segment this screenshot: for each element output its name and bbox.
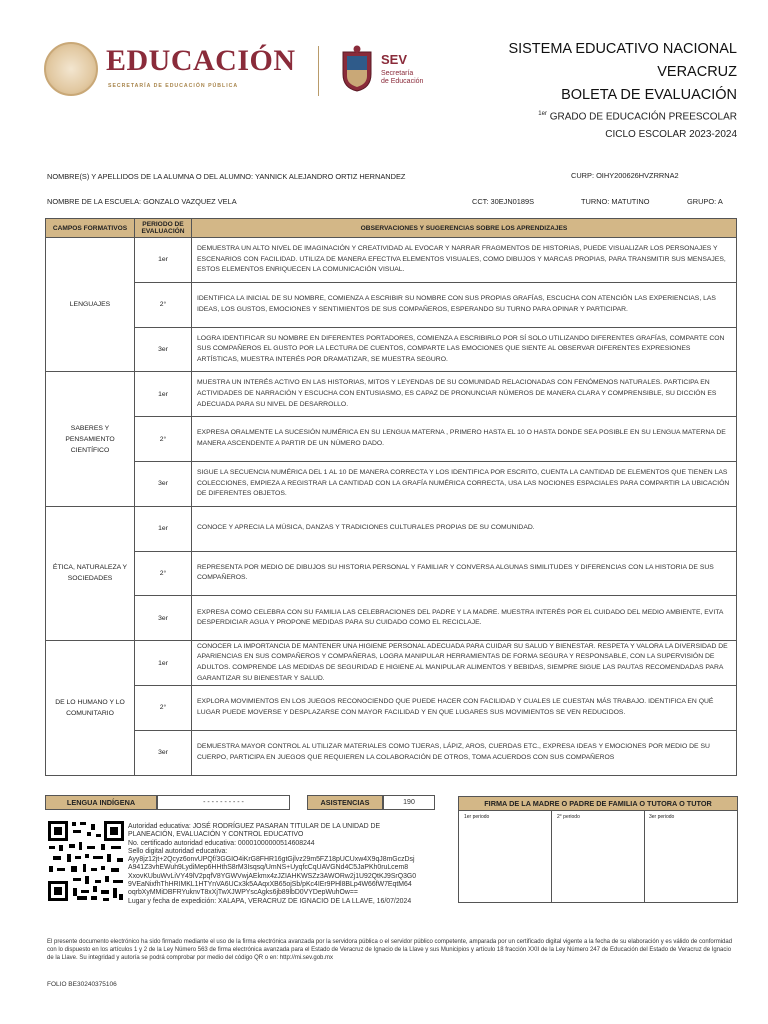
authority-line: Autoridad educativa: JOSÉ RODRÍGUEZ PASARAN TITULAR DE LA UNIDAD DE (128, 823, 381, 830)
authority-block (128, 823, 456, 906)
cct-row (472, 197, 534, 206)
signature-box (458, 810, 738, 903)
group-row (687, 197, 723, 206)
observation-cell: EXPRESA ORALMENTE LA SUCESIÓN NUMÉRICA EN SU LENGUA MATERNA , PRIMERO HASTA EL 10 O HASTA DONDE SEA POSIBLE EN SU LENGUA MATERNA DE MANERA ASCENDENTE A PARTIR DE UN NÚMERO DADO. (192, 417, 737, 462)
period-cell: 2° (135, 551, 192, 596)
col-header-period: PERIODO DE EVALUACIÓN (135, 219, 192, 238)
authority-line: oqrbXyMMiDBFRYuknvT8xXjTwXJWPYscAgks6jb89lbD0VYDepWuhOw== (128, 889, 358, 897)
observation-cell: DEMUESTRA UN ALTO NIVEL DE IMAGINACIÓN Y CREATIVIDAD AL EVOCAR Y NARRAR FRAGMENTOS DE HISTORIAS, PUEDE VISUALIZAR LOS PERSONAJES Y ESCENARIOS CON FACILIDAD. UTILIZA DE MANERA EFECTIVA ELEMENTOS VISUALES, COMO DIBUJOS Y MARCAS PROPIAS, PARA TRANSMITIR SUS MENSAJES, ESTOS ELEMENTOS ENRIQUECEN LA COMUNICACIÓN VISUAL. (192, 238, 737, 283)
shift-label: TURNO: (581, 197, 610, 206)
period-cell: 1er (135, 372, 192, 417)
title-report-card: BOLETA DE EVALUACIÓN (561, 87, 737, 103)
curp-value: OIHY200626HVZRRNA2 (596, 171, 679, 180)
col-header-observations: OBSERVACIONES Y SUGERENCIAS SOBRE LOS APRENDIZAJES (192, 219, 737, 238)
observation-cell: EXPRESA COMO CELEBRA CON SU FAMILIA LAS CELEBRACIONES DEL PADRE Y LA MADRE. MUESTRA INTERÉS POR EL CUIDADO DEL MEDIO AMBIENTE, EVITA DESPERDICIAR AGUA Y PROPONE MEDIDAS PARA SU CUIDADO COMO EL RECICLAJE. (192, 596, 737, 641)
period-cell: 2° (135, 685, 192, 730)
school-cycle: CICLO ESCOLAR 2023-2024 (605, 129, 737, 140)
table-row (46, 327, 737, 372)
area-cell: ÉTICA, NATURALEZA Y SOCIEDADES (46, 506, 135, 640)
signature-title: FIRMA DE LA MADRE O PADRE DE FAMILIA O TUTORA O TUTOR (458, 796, 738, 811)
evaluation-table (45, 218, 737, 776)
signature-period-3: 3er periodo (649, 814, 675, 820)
group-label: GRUPO: (687, 197, 717, 206)
curp-label: CURP: (571, 171, 594, 180)
observation-cell: LOGRA IDENTIFICAR SU NOMBRE EN DIFERENTES PORTADORES, COMIENZA A ESCRIBIRLO POR SÍ SOLO UTILIZANDO DIFERENTES GRAFÍAS, COMPARTE CON SUS COMPAÑEROS EL GUSTO POR LA LECTURA DE CUENTOS, COMPARTE LAS EMOCIONES QUE SIENTE AL OBSERVAR DIFERENTES EXPRESIONES ARTÍSTICAS, MUESTRA INTERÉS POR DRAMATIZAR, SE MUESTRA SEGURO. (192, 327, 737, 372)
shift-row (581, 197, 649, 206)
table-row (46, 551, 737, 596)
school-name: GONZALO VAZQUEZ VELA (143, 197, 237, 206)
period-cell: 2° (135, 282, 192, 327)
signature-divider (644, 811, 645, 902)
signature-period-2: 2° periodo (557, 814, 580, 820)
sev-logo: SEV (381, 52, 408, 67)
table-row (46, 685, 737, 730)
area-cell: SABERES Y PENSAMIENTO CIENTÍFICO (46, 372, 135, 506)
observation-cell: IDENTIFICA LA INICIAL DE SU NOMBRE, COMIENZA A ESCRIBIR SU NOMBRE CON SUS PROPIAS GRAFÍAS, ESCUCHA CON ATENCIÓN LAS EXPERIENCIAS, LAS IDEAS, LOS GUSTOS, EMOCIONES Y SENTIMIENTOS DE SUS COMPAÑEROS, ESPERANDO SU TURNO PARA OPINAR Y PARTICIPAR. (192, 282, 737, 327)
signature-divider (551, 811, 552, 902)
table-row (46, 282, 737, 327)
sev-logo-subtitle-1: Secretaría (381, 70, 414, 77)
grade-sup: 1er (538, 111, 547, 117)
observation-cell: REPRESENTA POR MEDIO DE DIBUJOS SU HISTORIA PERSONAL Y FAMILIAR Y CONVERSA ALGUNAS SIMILITUDES Y DIFERENCIAS CON LA HISTORIA DE SUS COMPAÑEROS. (192, 551, 737, 596)
period-cell: 2° (135, 417, 192, 462)
authority-line: PLANEACIÓN, EVALUACIÓN Y CONTROL EDUCATIVO (128, 831, 304, 839)
table-row (46, 417, 737, 462)
authority-line: Ayy8jz12jt+2Qcyz6onvUPQf/3GGIO4iKrG8FHR16gtGjlvz29m5FZ18pUCUxw4X9qJ8mGczDsj (128, 856, 415, 864)
school-name-row (47, 197, 237, 206)
legal-notice: El presente documento electrónico ha sido firmado mediante el uso de la firma electrónica avanzada por la servidora pública o el servidor público competente, amparada por un certificado digital vigente a la fecha de su elaboración y es válido de conformidad con lo dispuesto en los artículos 1 y 2 de la Ley Número 563 de firma electrónica avanzada para el Estado de Veracruz de Ignacio de la Llave y sus Municipios y artículo 18 fracción XXII de la Ley Número 247 de Educación del Estado de Veracruz de Ignacio de la Llave. Su integridad y autoría se podrá comprobar por medio del código QR o en: http://mi.sev.gob.mx (47, 939, 733, 961)
table-row (46, 238, 737, 283)
period-cell: 3er (135, 461, 192, 506)
period-cell: 1er (135, 506, 192, 551)
authority-line: No. certificado autoridad educativa: 00001000000514608244 (128, 839, 315, 847)
signature-period-1: 1er periodo (464, 814, 490, 820)
school-label: NOMBRE DE LA ESCUELA: (47, 197, 142, 206)
authority-line: Lugar y fecha de expedición: XALAPA, VERACRUZ DE IGNACIO DE LA LLAVE, 16/07/2024 (128, 897, 412, 905)
authority-line: XxovKUbuWvLiVY49lV2pqfV8YGWVwjAEkmx4zJZIAHKWSZz3AWORw2j1U92QtKJ9SrQ3G0 (128, 872, 417, 880)
folio: FOLIO BE30240375106 (47, 981, 117, 988)
sep-logo-subtitle: SECRETARÍA DE EDUCACIÓN PÚBLICA (108, 83, 239, 89)
authority-line: A941Z3vhEWuh9LydiMep6HHthS8rM3Isqsq/UmNS+UyqfcCqUAVGNd4C5JaPKh0ruLcem8 (128, 864, 409, 872)
student-name: YANNICK ALEJANDRO ORTIZ HERNANDEZ (254, 172, 406, 181)
table-row (46, 461, 737, 506)
educacion-logo: EDUCACIÓN (106, 44, 296, 77)
observation-cell: EXPLORA MOVIMIENTOS EN LOS JUEGOS RECONOCIENDO QUE PUEDE HACER CON FACILIDAD Y CUALES LE CUESTAN MÁS TRABAJO. IDENTIFICA EN QUÉ LUGAR PUEDE MOVERSE Y DESPLAZARSE CON MAYOR FACILIDAD Y EN QUE LUGARES SUS MOVIMIENTOS SE VEN REDUCIDOS. (192, 685, 737, 730)
grade-text: GRADO DE EDUCACIÓN PREESCOLAR (549, 111, 737, 123)
attendance-label: ASISTENCIAS (307, 795, 383, 810)
period-cell: 1er (135, 641, 192, 686)
logo-divider (318, 46, 319, 96)
area-cell: LENGUAJES (46, 238, 135, 372)
period-cell: 1er (135, 238, 192, 283)
indigenous-language-value: - - - - - - - - - - (157, 795, 290, 810)
area-cell: DE LO HUMANO Y LO COMUNITARIO (46, 641, 135, 775)
group-value: A (717, 197, 723, 206)
indigenous-language-label: LENGUA INDÍGENA (45, 795, 157, 810)
cct-value: 30EJN0189S (490, 197, 535, 206)
col-header-area: CAMPOS FORMATIVOS (46, 219, 135, 238)
observation-cell: MUESTRA UN INTERÉS ACTIVO EN LAS HISTORIAS, MITOS Y LEYENDAS DE SU COMUNIDAD RELACIONADAS CON FENÓMENOS NATURALES. PARTICIPA EN ACTIVIDADES DE NARRACIÓN Y ESCUCHA CON ENTUSIASMO, ES CAPAZ DE PRONUNCIAR NÚMEROS DE MANERA CLARA Y COMPRENSIBLE, SU DICCIÓN ES ADECUADA PARA SU NIVEL DE DESARROLLO. (192, 372, 737, 417)
student-name-row (47, 172, 405, 181)
title-system: SISTEMA EDUCATIVO NACIONAL (508, 41, 737, 57)
grade-line (357, 111, 737, 122)
observation-cell: CONOCER LA IMPORTANCIA DE MANTENER UNA HIGIENE PERSONAL ADECUADA PARA CUIDAR SU SALUD Y BIENESTAR. RESPETA Y VALORA LA DIVERSIDAD DE APARIENCIAS EN SUS COMPAÑEROS Y COMPAÑERAS, LOGRA MANIPULAR HERRAMIENTAS DE FORMA SEGURA Y RESPONSABLE, CON LA SUPERVISIÓN DE ADULTOS. COMPRENDE LAS MEDIDAS DE SEGURIDAD E HIGIENE AL MANIPULAR ALIMENTOS Y BEBIDAS, SIEMPRE SIGUE LAS PAUTAS RECOMENDADAS PARA GARANTIZAR SU BIENESTAR Y SALUD. (192, 641, 737, 686)
cct-label: CCT: (472, 197, 489, 206)
qr-code-icon (47, 820, 125, 902)
table-row (46, 506, 737, 551)
observation-cell: CONOCE Y APRECIA LA MÚSICA, DANZAS Y TRADICIONES CULTURALES PROPIAS DE SU COMUNIDAD. (192, 506, 737, 551)
observation-cell: DEMUESTRA MAYOR CONTROL AL UTILIZAR MATERIALES COMO TIJERAS, LÁPIZ, AROS, CUERDAS ETC., EXPRESA IDEAS Y EMOCIONES POR MEDIO DE SU CUERPO, PARTICIPA EN JUEGOS QUE REQUIEREN LA COLABORACIÓN DE OTROS, TOMA ACUERDOS CON SUS COMPAÑEROS (192, 730, 737, 775)
attendance-value: 190 (383, 795, 435, 810)
table-row (46, 641, 737, 686)
title-state: VERACRUZ (657, 64, 737, 80)
authority-line: Sello digital autoridad educativa: (128, 847, 228, 855)
curp-row (571, 171, 679, 180)
student-name-label: NOMBRE(S) Y APELLIDOS DE LA ALUMNA O DEL ALUMNO: (47, 172, 254, 181)
national-seal-icon (44, 42, 98, 96)
table-row (46, 596, 737, 641)
table-row (46, 372, 737, 417)
shift-value: MATUTINO (611, 197, 650, 206)
period-cell: 3er (135, 596, 192, 641)
observation-cell: SIGUE LA SECUENCIA NUMÉRICA DEL 1 AL 10 DE MANERA CORRECTA Y LOS IDENTIFICA POR ESCRITO, CUENTA LA CANTIDAD DE ELEMENTOS QUE TIENEN LAS COLECCIONES, EMPIEZA A REGISTRAR LA CANTIDAD CON LA GRAFÍA NUMÉRICA CORRECTA, USA LAS NOCIONES ESPACIALES PARA COMPARTIR LA UBICACIÓN DE DIFERENTES OBJETOS. (192, 461, 737, 506)
period-cell: 3er (135, 730, 192, 775)
authority-line: 9VEaNixfhThHRIMKL1HTYnVA6UCx3k5AAqxXB65ojSb/pKc4IEr9PHl8BLp4W66fW7EqtM64 (128, 881, 412, 889)
sev-logo-subtitle-2: de Educación (381, 78, 424, 85)
period-cell: 3er (135, 327, 192, 372)
table-row (46, 730, 737, 775)
